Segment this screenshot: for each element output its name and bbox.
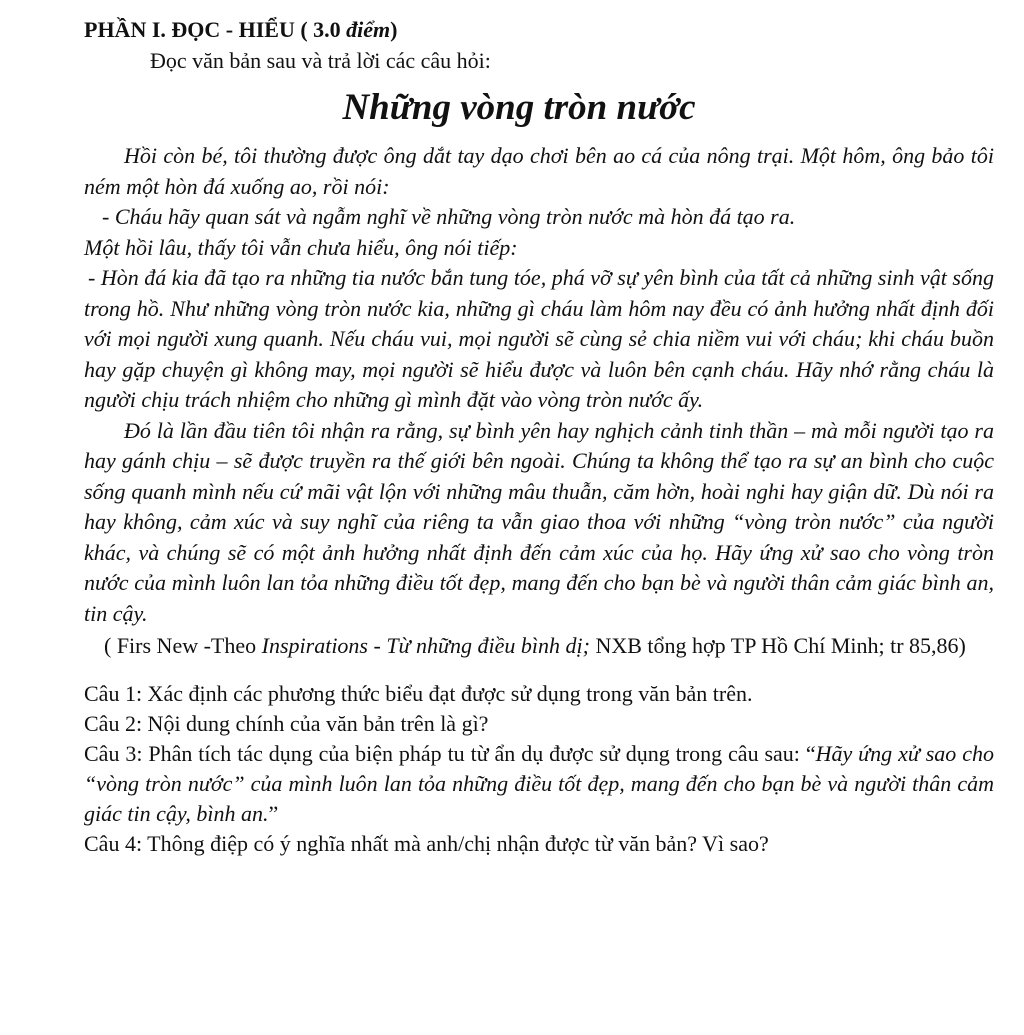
question-3-prefix: Câu 3: Phân tích tác dụng của biện pháp tu từ ẩn dụ được sử dụng trong câu sau: “ [84,741,816,766]
section-heading [84,14,994,46]
source-prefix: ( Firs New -Theo [104,633,262,658]
story-paragraph-3: Một hồi lâu, thấy tôi vẫn chưa hiểu, ông nói tiếp: [84,234,518,260]
section-points: điểm [346,17,391,42]
question-3-quote: Hãy ứng xử sao cho “vòng tròn nước” của mình luôn lan tỏa những điều tốt đẹp, mang đến cho bạn bè và người thân cảm giác tin cậy, bình an. [84,741,994,826]
question-3-suffix: ” [268,801,279,826]
story-paragraph-2: - Cháu hãy quan sát và ngẫm nghĩ về những vòng tròn nước mà hòn đá tạo ra. [102,204,796,229]
source-citation [84,629,994,663]
story-title: Những vòng tròn nước [342,87,696,128]
story-paragraph-4: - Hòn đá kia đã tạo ra những tia nước bắn tung tóe, phá vỡ sự yên bình của tất cả những sinh vật sống trong hồ. Như những vòng tròn nước kia, những gì cháu làm hôm nay đều có ảnh hưởng nhất định đối với mọi người xung quanh. Nếu cháu vui, mọi người sẽ cùng sẻ chia niềm vui với cháu; khi cháu buồn hay gặp chuyện gì không may, mọi người sẽ hiểu được và luôn bên cạnh cháu. Hãy nhớ rằng cháu là người chịu trách nhiệm cho những gì mình đặt vào vòng tròn nước ấy. [84,265,994,412]
story-paragraph-1: Hồi còn bé, tôi thường được ông dắt tay dạo chơi bên ao cá của nông trại. Một hôm, ông bảo tôi ném một hòn đá xuống ao, rồi nói: [84,143,994,199]
question-4: Câu 4: Thông điệp có ý nghĩa nhất mà anh/chị nhận được từ văn bản? Vì sao? [84,831,769,856]
story-paragraph-5: Đó là lần đầu tiên tôi nhận ra rằng, sự bình yên hay nghịch cảnh tinh thần – mà mỗi người tạo ra hay gánh chịu – sẽ được truyền ra thế giới bên ngoài. Chúng ta không thể tạo ra sự an bình cho cuộc sống quanh mình nếu cứ mãi vật lộn với những mâu thuẫn, căm hờn, hoài nghi hay giận dữ. Dù nói ra hay không, cảm xúc và suy nghĩ của riêng ta vẫn giao thoa với những “vòng tròn nước” của người khác, và chúng sẽ có một ảnh hưởng nhất định đến cảm xúc của họ. Hãy ứng xử sao cho vòng tròn nước của mình luôn lan tỏa những điều tốt đẹp, mang đến cho bạn bè và người thân cảm giác bình an, tin cậy. [84,417,994,626]
section-title: PHẦN I. ĐỌC - HIỂU ( 3.0 [84,17,347,42]
source-title: Inspirations - Từ những điều bình dị; [261,633,590,658]
question-2: Câu 2: Nội dung chính của văn bản trên là gì? [84,711,489,736]
section-close: ) [390,17,398,42]
source-suffix: NXB tổng hợp TP Hồ Chí Minh; tr 85,86) [589,633,966,658]
instruction: Đọc văn bản sau và trả lời các câu hỏi: [150,48,491,73]
question-1: Câu 1: Xác định các phương thức biểu đạt được sử dụng trong văn bản trên. [84,681,753,706]
question-3 [84,739,994,829]
